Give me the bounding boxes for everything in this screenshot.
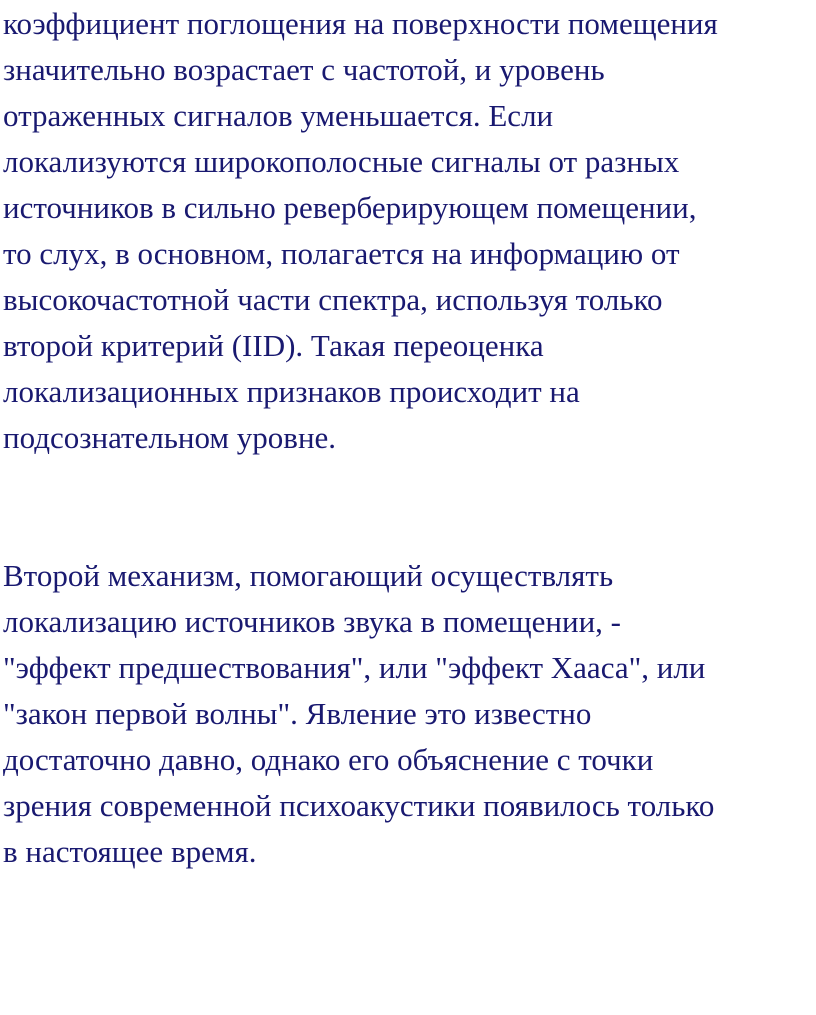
text-line: коэффициент поглощения на поверхности помещения [3, 6, 718, 41]
text-line: "эффект предшествования", или "эффект Хааса", или [3, 650, 706, 685]
text-line: локализуются широкополосные сигналы от разных [3, 144, 680, 179]
text-line: зрения современной психоакустики появилось только [3, 788, 715, 823]
text-line: подсознательном уровне. [3, 420, 337, 455]
text-line: достаточно давно, однако его объяснение с точки [3, 742, 654, 777]
text-line: локализацию источников звука в помещении, - [3, 604, 621, 639]
text-line: источников в сильно реверберирующем помещении, [3, 190, 697, 225]
text-line: значительно возрастает с частотой, и уровень [3, 52, 605, 87]
text-line: в настоящее время. [3, 834, 257, 869]
text-line: то слух, в основном, полагается на информацию от [3, 236, 680, 271]
text-line: отраженных сигналов уменьшается. Если [3, 98, 554, 133]
text-line: второй критерий (IID). Такая переоценка [3, 328, 544, 363]
text-line: локализационных признаков происходит на [3, 374, 580, 409]
text-line: высокочастотной части спектра, используя только [3, 282, 663, 317]
text-line: Второй механизм, помогающий осуществлять [3, 558, 614, 593]
text-line: "закон первой волны". Явление это известно [3, 696, 592, 731]
